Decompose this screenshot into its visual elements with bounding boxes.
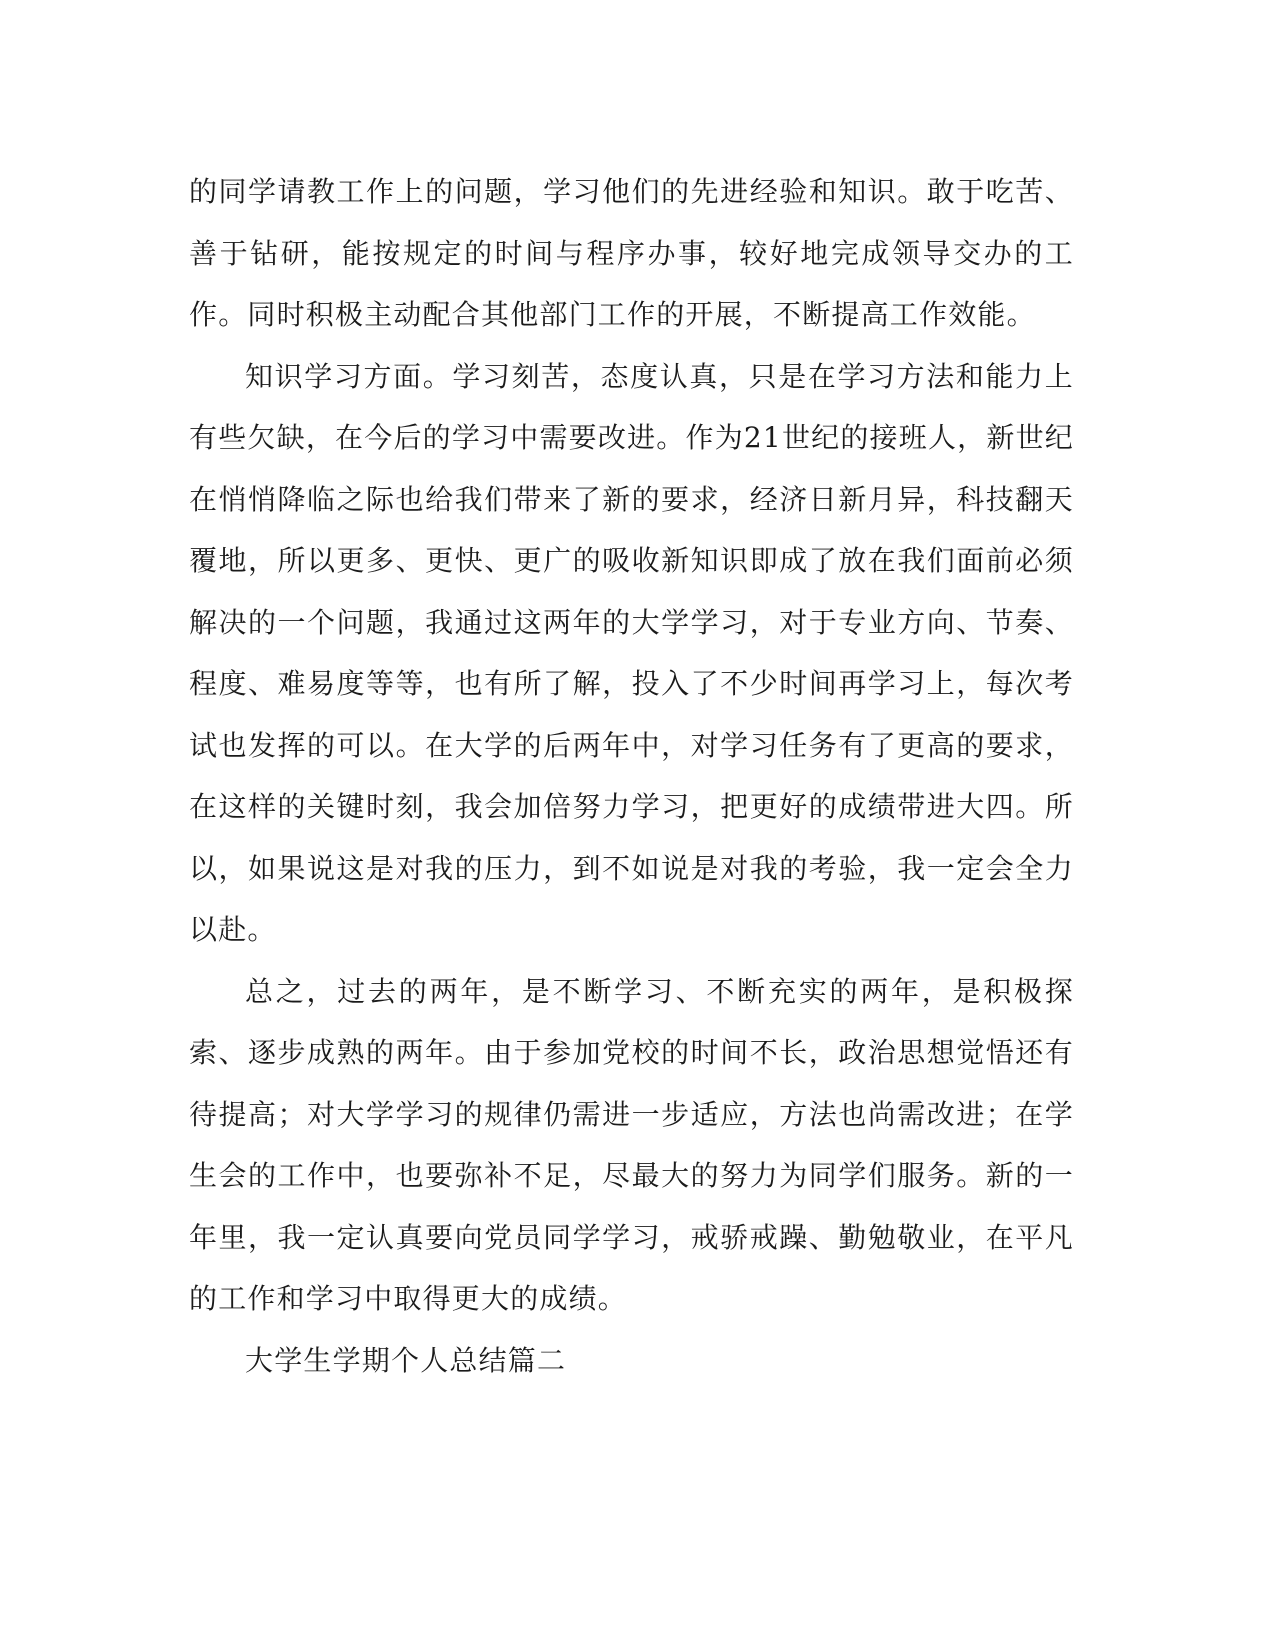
section-heading-part-two: 大学生学期个人总结篇二 <box>245 1343 567 1377</box>
paragraph-knowledge-learning: 知识学习方面。学习刻苦，态度认真，只是在学习方法和能力上有些欠缺，在今后的学习中需要改进。作为21世纪的接班人，新世纪在悄悄降临之际也给我们带来了新的要求，经济日新月异，科技翻天覆地，所以更多、更快、更广的吸收新知识即成了放在我们面前必须解决的一个问题，我通过这两年的大学学习，对于专业方向、节奏、程度、难易度等等，也有所了解，投入了不少时间再学习上，每次考试也发挥的可以。在大学的后两年中，对学习任务有了更高的要求，在这样的关键时刻，我会加倍努力学习，把更好的成绩带进大四。所以，如果说这是对我的压力，到不如说是对我的考验，我一定会全力以赴。 <box>189 359 1074 946</box>
paragraph-work-continuation: 的同学请教工作上的问题，学习他们的先进经验和知识。敢于吃苦、善于钻研，能按规定的时间与程序办事，较好地完成领导交办的工作。同时积极主动配合其他部门工作的开展，不断提高工作效能。 <box>189 175 1074 331</box>
paragraph-conclusion: 总之，过去的两年，是不断学习、不断充实的两年，是积极探索、逐步成熟的两年。由于参加党校的时间不长，政治思想觉悟还有待提高；对大学学习的规律仍需进一步适应，方法也尚需改进；在学生会的工作中，也要弥补不足，尽最大的努力为同学们服务。新的一年里，我一定认真要向党员同学学习，戒骄戒躁、勤勉敬业，在平凡的工作和学习中取得更大的成绩。 <box>189 974 1074 1315</box>
document-body <box>189 161 1074 1391</box>
